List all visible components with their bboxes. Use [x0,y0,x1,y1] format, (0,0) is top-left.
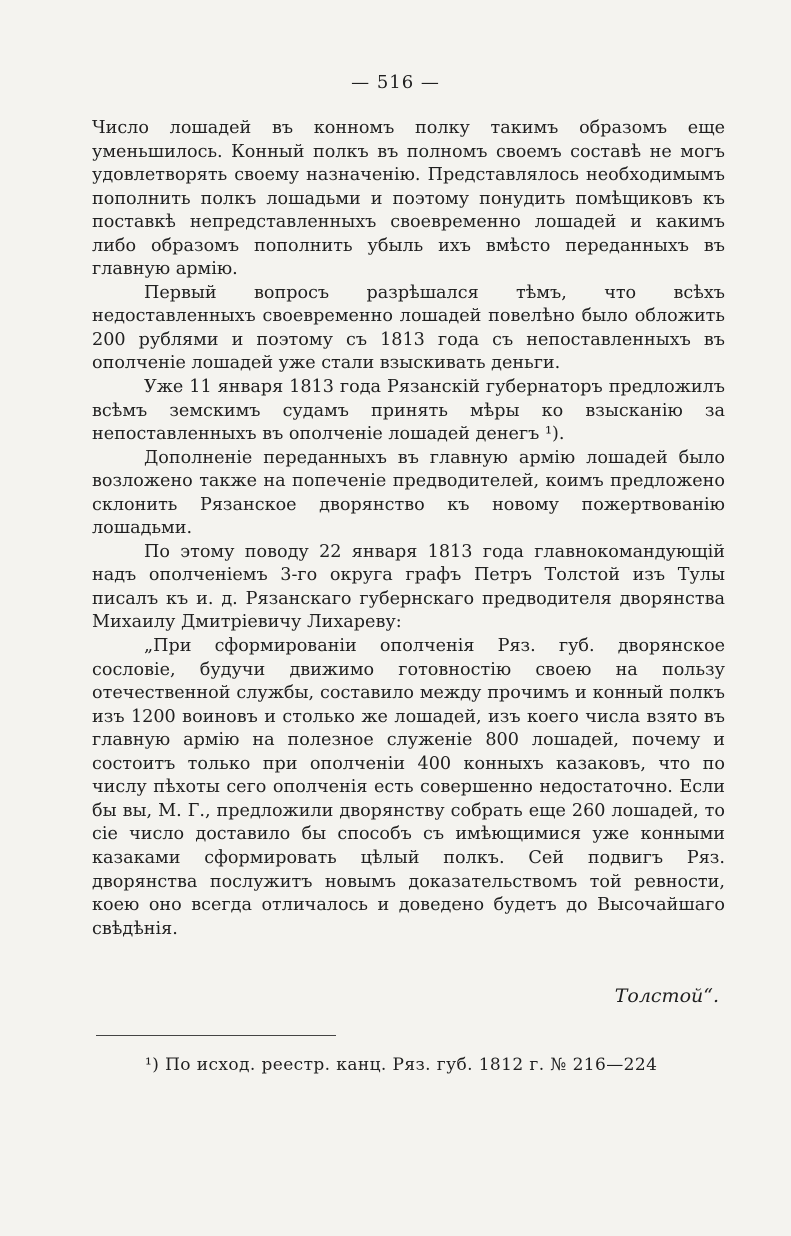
paragraph-3 [92,376,725,447]
footnote-divider [96,1035,336,1036]
paragraph-3-end: . [558,424,565,445]
paragraph-2: Первый вопросъ разрѣшался тѣмъ, что всѣхъ недоставленныхъ своевременно лошадей повелѣно было обложить 200 рублями и поэтому съ 1813 года съ непоставленныхъ въ ополченіе лошадей уже стали взыскивать деньги. [92,282,725,374]
footnote-text: По исход. реестр. канц. Ряз. губ. 1812 г. № 216—224 [165,1055,658,1075]
footnote-reference: ¹) [544,424,559,445]
signature: Толстой“. [614,985,719,1007]
paragraph-3-text: Уже 11 января 1813 года Рязанскій губернаторъ предложилъ всѣмъ земскимъ судамъ принять мѣры ко взысканію за непоставленныхъ въ ополченіе лошадей денегъ [92,377,725,445]
page-number: — 516 — [351,72,440,93]
paragraph-1: Число лошадей въ конномъ полку такимъ образомъ еще уменьшилось. Конный полкъ въ полномъ своемъ составѣ не могъ удовлетворять своему назначенію. Представлялось необходимымъ пополнить полкъ лошадьми и поэтому понудить помѣщиковъ къ поставкѣ непредставленныхъ своевременно лошадей и какимъ либо образомъ пополнить убыль ихъ вмѣсто переданныхъ въ главную армію. [92,118,725,280]
footnote [145,1055,657,1075]
paragraph-4: Дополненіе переданныхъ въ главную армію лошадей было возложено также на попеченіе предводителей, коимъ предложено склонить Рязанское дворянство къ новому пожертвованію лошадьми. [92,447,725,539]
quoted-letter: „При сформированіи ополченія Ряз. губ. дворянское сословіе, будучи движимо готовностію своею на пользу отечественной службы, составило между прочимъ и конный полкъ изъ 1200 воиновъ и столько же лошадей, изъ коего числа взято въ главную армію на полезное служеніе 800 лошадей, почему и состоитъ только при ополченіи 400 конныхъ казаковъ, что по числу пѣхоты сего ополченія есть совершенно недостаточно. Если бы вы, М. Г., предложили дворянству собрать еще 260 лошадей, то сіе число доставило бы способъ съ имѣющимися уже конными казаками сформировать цѣлый полкъ. Сей подвигъ Ряз. дворянства послужитъ новымъ доказательствомъ той ревности, коею оно всегда отличалось и доведено будетъ до Высочайшаго свѣдѣнія. [92,636,725,939]
footnote-marker: ¹) [145,1055,160,1075]
body-text [92,117,725,941]
paragraph-5: По этому поводу 22 января 1813 года главнокомандующій надъ ополченіемъ 3-го округа графъ Петръ Толстой изъ Тулы писалъ къ и. д. Рязанскаго губернскаго предводителя дворянства Михаилу Дмитріевичу Лихареву: [92,541,725,633]
